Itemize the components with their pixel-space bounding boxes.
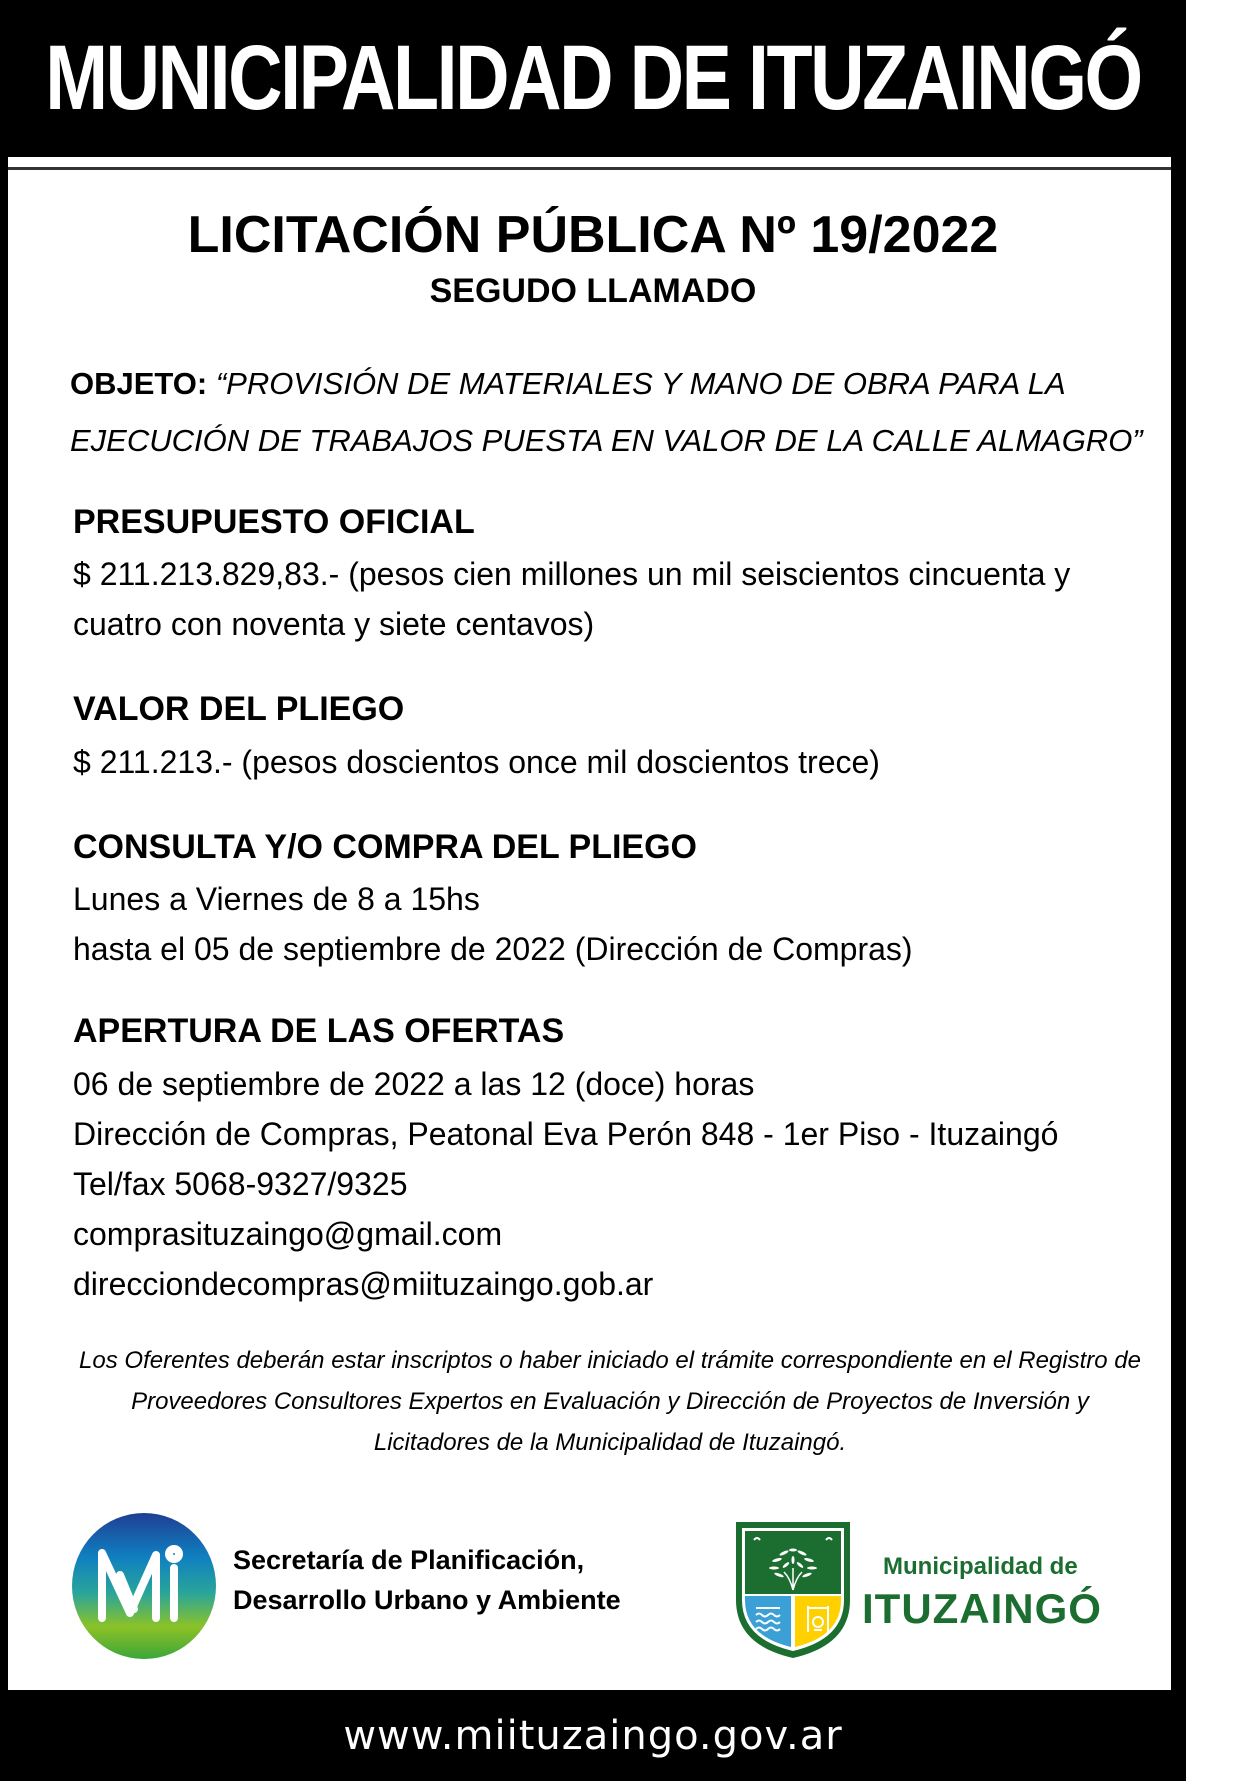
header-title: MUNICIPALIDAD DE ITUZAINGÓ xyxy=(45,27,1141,129)
licitacion-title: LICITACIÓN PÚBLICA Nº 19/2022 xyxy=(187,206,999,264)
licitacion-subtitle: SEGUDO LLAMADO xyxy=(429,272,757,310)
apertura-address: Dirección de Compras, Peatonal Eva Perón 848 - 1er Piso - Ituzaingó xyxy=(73,1116,1059,1152)
secretaria-line2: Desarrollo Urbano y Ambiente xyxy=(233,1585,621,1615)
apertura-phone: Tel/fax 5068-9327/9325 xyxy=(73,1166,408,1202)
municipal-shield-logo xyxy=(734,1520,852,1660)
secretaria-name xyxy=(233,1540,621,1620)
objeto-block xyxy=(70,355,1150,469)
consulta-heading: CONSULTA Y/O COMPRA DEL PLIEGO xyxy=(73,828,698,866)
email-gmail: comprasituzaingo@gmail.com xyxy=(73,1216,503,1252)
apertura-line: 06 de septiembre de 2022 a las 12 (doce) horas xyxy=(73,1066,755,1102)
valor-pliego-heading: VALOR DEL PLIEGO xyxy=(73,690,405,728)
ituzaingo-label: ITUZAINGÓ xyxy=(862,1585,1102,1632)
consulta-line: hasta el 05 de septiembre de 2022 (Dirección de Compras) xyxy=(73,931,913,967)
presupuesto-heading: PRESUPUESTO OFICIAL xyxy=(73,503,475,541)
presupuesto-text: $ 211.213.829,83.- (pesos cien millones un mil seiscientos cincuenta y cuatro con noventa y siete centavos) xyxy=(73,556,1071,642)
secretaria-line1: Secretaría de Planificación, xyxy=(233,1545,585,1575)
apertura-heading: APERTURA DE LAS OFERTAS xyxy=(73,1012,565,1050)
email-gob: direcciondecompras@miituzaingo.gob.ar xyxy=(73,1266,654,1302)
footer-url[interactable]: www.miituzaingo.gov.ar xyxy=(343,1712,843,1759)
objeto-text: “PROVISIÓN DE MATERIALES Y MANO DE OBRA PARA LA EJECUCIÓN DE TRABAJOS PUESTA EN VALOR DE LA CALLE ALMAGRO” xyxy=(70,366,1143,458)
registration-note: Los Oferentes deberán estar inscriptos o haber iniciado el trámite correspondiente en el Registro de Proveedores Consultores Expertos en Evaluación y Dirección de Proyectos de Inversión y Licitadores de la Municipalidad de Ituzaingó. xyxy=(79,1347,1141,1456)
objeto-label: OBJETO: xyxy=(70,366,208,401)
municipalidad-label: Municipalidad de xyxy=(883,1553,1078,1580)
mi-logo xyxy=(72,1513,216,1659)
valor-pliego-text: $ 211.213.- (pesos doscientos once mil doscientos trece) xyxy=(73,744,880,780)
header-divider xyxy=(8,167,1171,170)
consulta-line: Lunes a Viernes de 8 a 15hs xyxy=(73,881,480,917)
